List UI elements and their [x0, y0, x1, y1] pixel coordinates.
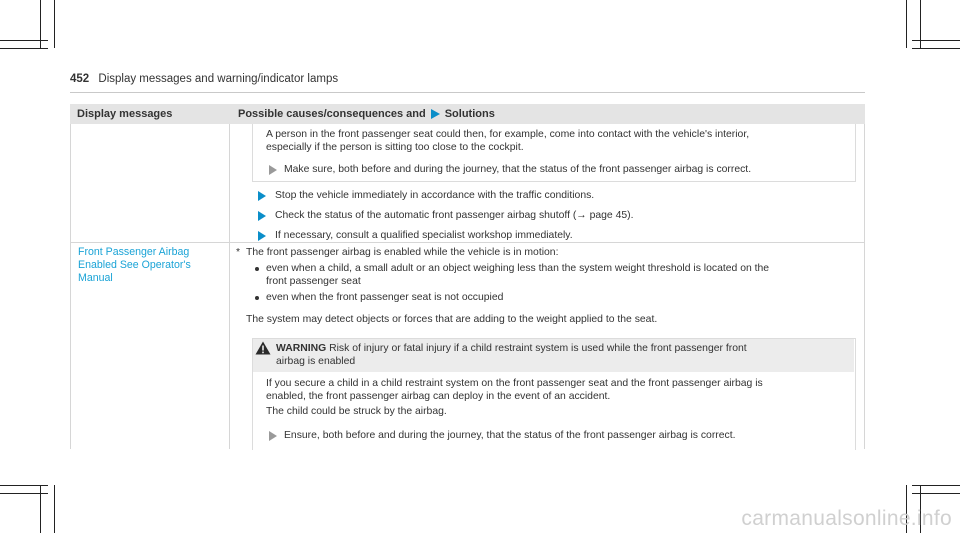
column-divider	[229, 124, 230, 449]
col-header-messages: Display messages	[77, 108, 173, 120]
header-divider	[70, 92, 865, 93]
col-header-causes: Possible causes/consequences and	[238, 108, 426, 120]
solutions-arrow-icon	[431, 109, 440, 119]
action-text: Ensure, both before and during the journey, that the status of the front passenger airbag is correct.	[284, 430, 736, 441]
display-message: Manual	[78, 272, 113, 284]
crop-mark	[906, 0, 907, 48]
action-text: Make sure, both before and during the journey, that the status of the front passenger airbag is correct.	[284, 164, 752, 175]
system-note: The system may detect objects or forces that are adding to the weight applied to the seat.	[246, 314, 658, 325]
crop-mark	[0, 48, 48, 49]
crop-mark	[0, 493, 48, 494]
bullet-icon	[255, 296, 259, 300]
crop-mark	[0, 485, 48, 486]
warning-title-text: Risk of injury or fatal injury if a child restraint system is used while the front passenger front	[329, 343, 747, 354]
row-divider	[70, 242, 865, 243]
display-message: Enabled See Operator's	[78, 259, 191, 271]
column-divider	[864, 124, 865, 449]
warning-label: WARNING	[276, 343, 327, 354]
bullet-text: even when the front passenger seat is not occupied	[266, 292, 504, 303]
action-text: Stop the vehicle immediately in accordance with the traffic conditions.	[275, 190, 595, 201]
action-text: If necessary, consult a qualified specialist workshop immediately.	[275, 230, 573, 241]
col-header-solutions-label: Solutions	[444, 108, 495, 120]
page-header	[70, 73, 338, 85]
cause-text: The front passenger airbag is enabled while the vehicle is in motion:	[246, 247, 559, 258]
warning-title: airbag is enabled	[276, 356, 356, 367]
warning-triangle-icon	[255, 341, 271, 355]
col-header-solutions	[238, 108, 495, 120]
warning-title	[276, 342, 747, 355]
crop-mark	[0, 40, 48, 41]
action-arrow-icon	[258, 191, 266, 201]
bullet-icon	[255, 267, 259, 271]
action-arrow-icon	[269, 165, 277, 175]
action-arrow-icon	[258, 231, 266, 241]
warning-body: The child could be struck by the airbag.	[266, 406, 447, 417]
crop-mark	[54, 0, 55, 48]
action-arrow-icon	[258, 211, 266, 221]
page-number: 452	[70, 73, 90, 85]
crop-mark	[912, 493, 960, 494]
action-text: Check the status of the automatic front passenger airbag shutoff (→ page 45).	[275, 210, 634, 221]
crop-mark	[54, 485, 55, 533]
intro-text-line: A person in the front passenger seat could then, for example, come into contact with the vehicle's interior,	[266, 129, 750, 140]
bullet-text: even when a child, a small adult or an object weighing less than the system weight threshold is located on the	[266, 263, 770, 274]
bullet-text: front passenger seat	[266, 276, 361, 287]
action-arrow-icon	[269, 431, 277, 441]
column-divider	[70, 124, 71, 449]
intro-text-line: especially if the person is sitting too close to the cockpit.	[266, 142, 524, 153]
page-title: Display messages and warning/indicator lamps	[98, 73, 339, 85]
crop-mark	[912, 485, 960, 486]
watermark: carmanualsonline.info	[741, 507, 952, 530]
table-header	[70, 104, 865, 124]
warning-body: enabled, the front passenger airbag can deploy in the event of an accident.	[266, 391, 611, 402]
warning-body: If you secure a child in a child restraint system on the front passenger seat and the front passenger airbag is	[266, 378, 763, 389]
cause-marker: *	[236, 247, 241, 258]
crop-mark	[912, 40, 960, 41]
display-message: Front Passenger Airbag	[78, 246, 190, 258]
crop-mark	[912, 48, 960, 49]
display-messages-table	[70, 104, 865, 449]
